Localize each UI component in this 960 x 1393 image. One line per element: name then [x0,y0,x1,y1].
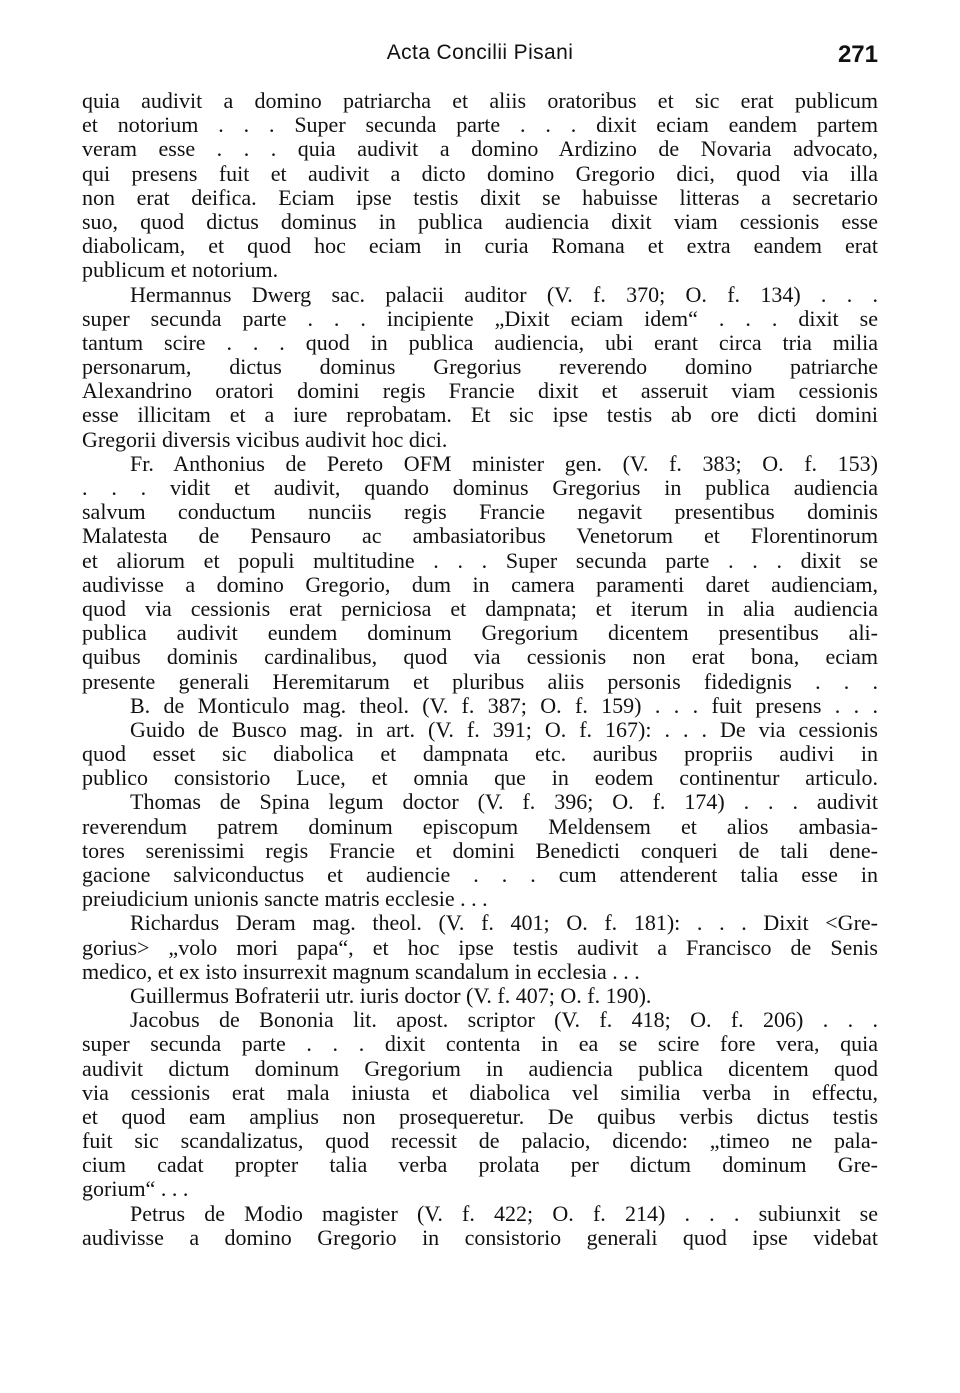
running-title: Acta Concilii Pisani [386,41,574,64]
text-line: . . . vidit et audivit, quando dominus Gregorius in publica audiencia [82,476,878,500]
witness-entry: Guillermus Bofraterii utr. iuris doctor (V. f. 407; O. f. 190). [130,983,652,1008]
text-line: esse illicitam et a iure reprobatam. Et sic ipse testis ab ore dicti domini [82,403,878,428]
text-line: tantum scire . . . quod in publica audiencia, ubi erant circa tria milia [82,330,878,355]
text-line: cium cadat propter talia verba prolata per dictum dominum Gre- [82,1153,878,1178]
text-line: Alexandrino oratori domini regis Francie dixit et asseruit viam cessionis [82,379,878,404]
page-number: 271 [837,41,878,68]
witness-entry: B. de Monticulo mag. theol. (V. f. 387; O. f. 159) . . . fuit presens . . . [130,693,878,718]
witness-entry: Guido de Busco mag. in art. (V. f. 391; O. f. 167): . . . De via cessionis [130,717,878,742]
text-line: et aliorum et populi multitudine . . . Super secunda parte . . . dixit se [82,548,878,573]
text-line: salvum conductum nunciis regis Francie negavit presentibus dominis [82,500,878,525]
witness-entry: Jacobus de Bononia lit. apost. scriptor (V. f. 418; O. f. 206) . . . [130,1008,878,1033]
text-line: audivisse a domino Gregorio in consistorio generali quod ipse videbat [82,1225,878,1250]
witness-entry: Fr. Anthonius de Pereto OFM minister gen. (V. f. 383; O. f. 153) [130,451,878,476]
text-line: suo, quod dictus dominus in publica audiencia dixit viam cessionis esse [82,209,878,234]
text-line: non erat deifica. Eciam ipse testis dixit se habuisse litteras a secretario [82,185,878,210]
text-line: quod via cessionis erat perniciosa et dampnata; et iterum in alia audiencia [82,596,878,621]
text-line: publicum et notorium. [82,258,279,283]
text-line: preiudicium unionis sancte matris ecclesie . . . [82,887,488,912]
text-line: reverendum patrem dominum episcopum Meldensem et alios ambasia- [82,814,878,839]
text-line: quia audivit a domino patriarcha et aliis oratoribus et sic erat publicum [82,89,878,113]
text-line: et quod eam amplius non prosequeretur. De quibus verbis dictus testis [82,1104,878,1129]
text-line: gorium“ . . . [82,1177,189,1202]
text-line: audivit dictum dominum Gregorium in audiencia publica dicentem quod [82,1056,878,1081]
text-line: quod esset sic diabolica et dampnata etc. auribus propriis audivi in [82,742,878,767]
text-line: via cessionis erat mala iniusta et diabolica vel similia verba in effectu, [82,1080,878,1105]
text-line: presente generali Heremitarum et pluribus aliis personis fidedignis . . . [82,669,878,694]
text-line: super secunda parte . . . dixit contenta in ea se scire fore vera, quia [82,1032,878,1057]
witness-entry: Hermannus Dwerg sac. palacii auditor (V. f. 370; O. f. 134) . . . [130,282,878,307]
witness-entry: Petrus de Modio magister (V. f. 422; O. f. 214) . . . subiunxit se [130,1201,878,1226]
text-line: et notorium . . . Super secunda parte . . . dixit eciam eandem partem [82,113,878,138]
text-line: Malatesta de Pensauro ac ambasiatoribus Venetorum et Florentinorum [82,524,878,549]
witness-entry: Richardus Deram mag. theol. (V. f. 401; O. f. 181): . . . Dixit <Gre- [130,911,878,936]
text-line: gacione salviconductus et audiencie . . . cum attenderent talia esse in [82,863,878,887]
text-line: publico consistorio Luce, et omnia que in eodem continentur articulo. [82,766,878,791]
body-text [82,89,878,1250]
text-line: fuit sic scandalizatus, quod recessit de palacio, dicendo: „timeo ne pala- [82,1129,878,1154]
text-line: medico, et ex isto insurrexit magnum scandalum in ecclesia . . . [82,959,640,984]
text-line: veram esse . . . quia audivit a domino Ardizino de Novaria advocato, [82,137,878,162]
text-line: super secunda parte . . . incipiente „Dixit eciam idem“ . . . dixit se [82,306,878,331]
text-line: Gregorii diversis vicibus audivit hoc dici. [82,427,448,452]
text-line: qui presens fuit et audivit a dicto domino Gregorio dici, quod via illa [82,161,878,186]
running-head [82,38,878,68]
text-line: personarum, dictus dominus Gregorius reverendo domino patriarche [82,355,878,380]
text-line: diabolicam, et quod hoc eciam in curia Romana et extra eandem erat [82,234,878,259]
text-line: publica audivit eundem dominum Gregorium dicentem presentibus ali- [82,621,878,646]
text-line: tores serenissimi regis Francie et domini Benedicti conqueri de tali dene- [82,838,878,863]
text-line: gorius> „volo mori papa“, et hoc ipse testis audivit a Francisco de Senis [82,935,878,960]
text-line: audivisse a domino Gregorio, dum in camera paramenti daret audienciam, [82,572,878,597]
witness-entry: Thomas de Spina legum doctor (V. f. 396; O. f. 174) . . . audivit [130,790,878,815]
text-line: quibus dominis cardinalibus, quod via cessionis non erat bona, eciam [82,645,878,670]
